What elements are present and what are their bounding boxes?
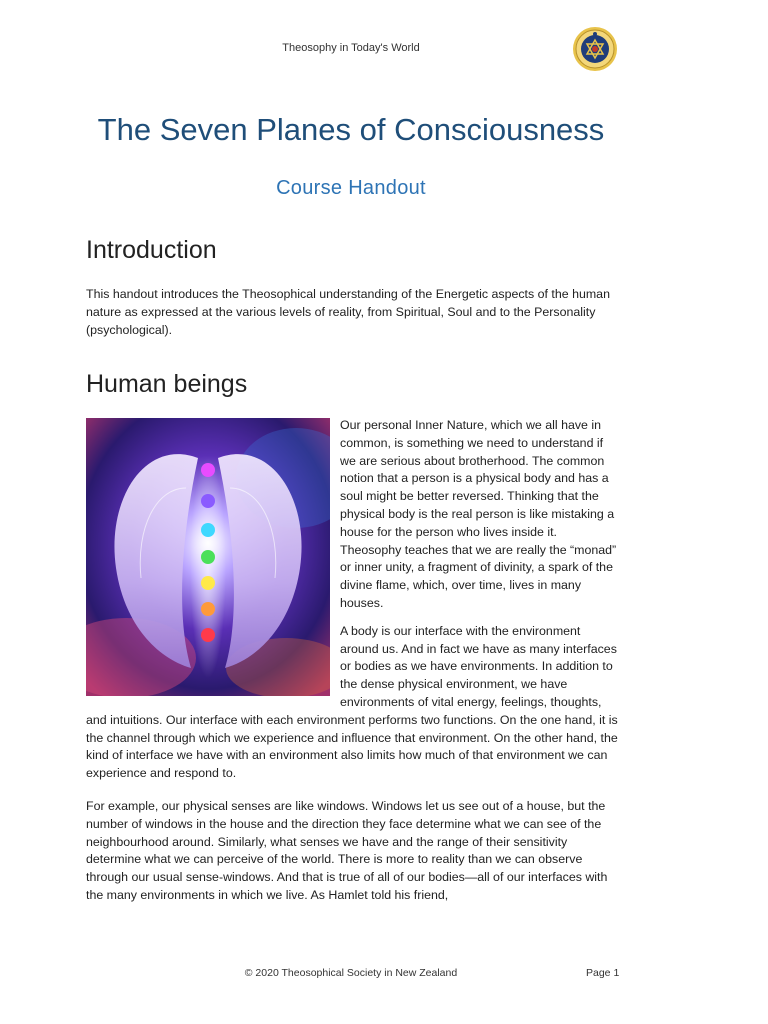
theosophical-society-seal-icon <box>572 26 618 72</box>
page-title: The Seven Planes of Consciousness <box>97 112 605 147</box>
human-beings-paragraph-1: Our personal Inner Nature, which we all have in common, is something we need to understand if we are serious about brotherhood. The common notion that a person is a physical body and has a soul might be better reversed. Thinking that the physical body is the real person is like mistaking a house for the person who lives inside it. Theosophy teaches that we are really the “monad” or inner unity, a fragment of divinity, a spark of the divine flame, which, over time, lives in many houses. <box>340 418 617 610</box>
human-beings-paragraph-3: For example, our physical senses are like windows. Windows let us see out of a house, but the number of windows in the house and the direction they face determine what we can see of the neighbourhood around. Similarly, what senses we have and the range of their sensitivity determine what we can perceive of the world. There is more to reality than we can observe through our usual sense-windows. And that is true of all of our bodies—all of our interfaces with the many environments in which we live. As Hamlet told his friend, <box>86 799 608 902</box>
human-beings-paragraph-2: A body is our interface with the environment around us. And in fact we have as many interfaces or bodies as we have environments. In addition to the dense physical environment, we have environments of vital energy, feelings, thoughts, and intuitions. Our interface with each environment performs two functions. On the one hand, it is the channel through which we experience and influence that environment. On the other hand, the kind of interface we have with an environment also limits how much of that environment we can experience and respond to. <box>86 623 618 781</box>
human-beings-heading: Human beings <box>86 370 248 398</box>
human-beings-body <box>86 417 618 793</box>
introduction-paragraph: This handout introduces the Theosophical understanding of the Energetic aspects of the human nature as expressed at the various levels of reality, from Spiritual, Soul and to the Personality (psychological). <box>86 287 610 337</box>
running-title: Theosophy in Today's World <box>282 42 420 54</box>
page-subtitle: Course Handout <box>276 177 426 199</box>
footer-copyright: © 2020 Theosophical Society in New Zealand <box>244 967 458 979</box>
introduction-heading: Introduction <box>86 236 217 264</box>
page-number: Page 1 <box>586 967 620 979</box>
